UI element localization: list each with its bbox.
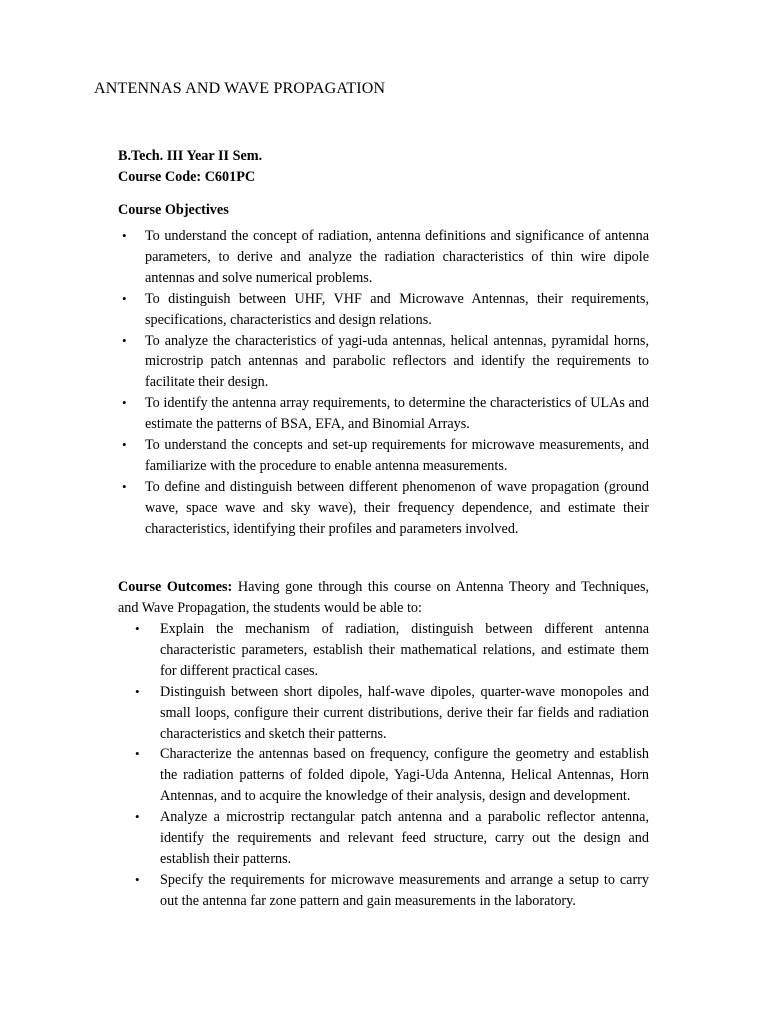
outcome-text: Distinguish between short dipoles, half-wave dipoles, quarter-wave monopoles and small loops, configure their current distributions, derive their far fields and radiation characteristics and sketch their patterns. (160, 683, 649, 742)
bullet-icon: • (135, 871, 140, 887)
objective-text: To identify the antenna array requirements, to determine the characteristics of ULAs and estimate the patterns of BSA, EFA, and Binomial Arrays. (145, 395, 649, 433)
objective-text: To understand the concepts and set-up requirements for microwave measurements, and familiarize with the procedure to enable antenna measurements. (145, 437, 649, 474)
program-line: B.Tech. III Year II Sem. (118, 148, 263, 164)
outcomes-list (135, 619, 649, 912)
course-code: Course Code: C601PC (118, 169, 256, 185)
objective-item (122, 435, 649, 477)
objective-text: To define and distinguish between different phenomenon of wave propagation (ground wave, space wave and sky wave), their frequency dependence, and estimate their characteristics, identifying their profiles and parameters involved. (145, 478, 649, 537)
objective-item (122, 226, 649, 289)
objective-item (122, 393, 649, 435)
bullet-icon: • (122, 290, 127, 306)
objectives-heading: Course Objectives (118, 202, 229, 218)
outcome-text: Characterize the antennas based on frequency, configure the geometry and establish the radiation patterns of folded dipole, Yagi-Uda Antenna, Helical Antennas, Horn Antennas, and to acquire the knowledge of their analysis, design and development. (160, 746, 649, 805)
page-title: ANTENNAS AND WAVE PROPAGATION (94, 80, 386, 97)
outcome-item (135, 744, 649, 807)
bullet-icon: • (122, 478, 127, 494)
objectives-list (122, 226, 649, 540)
bullet-icon: • (135, 809, 140, 825)
bullet-icon: • (122, 228, 127, 243)
objective-text: To distinguish between UHF, VHF and Microwave Antennas, their requirements, specifications, characteristics and design relations. (145, 290, 649, 328)
objective-item (122, 477, 649, 540)
bullet-icon: • (122, 395, 127, 411)
outcome-text: Analyze a microstrip rectangular patch antenna and a parabolic reflector antenna, identify the requirements and relevant feed structure, carry out the design and establish their patterns. (160, 809, 649, 867)
outcome-text: Specify the requirements for microwave measurements and arrange a setup to carry out the antenna far zone pattern and gain measurements in the laboratory. (160, 871, 649, 909)
bullet-icon: • (122, 332, 127, 348)
outcomes-heading: Course Outcomes: (118, 579, 233, 595)
outcome-text: Explain the mechanism of radiation, distinguish between different antenna characteristic parameters, establish their mathematical relations, and estimate them for different practical cases. (160, 621, 649, 679)
objective-item (122, 289, 649, 331)
outcome-item (135, 682, 649, 745)
objective-text: To analyze the characteristics of yagi-uda antennas, helical antennas, pyramidal horns, microstrip patch antennas and parabolic reflectors and identify the requirements to facilitate their design. (145, 332, 649, 391)
objective-item (122, 331, 649, 394)
outcome-item (135, 807, 649, 870)
bullet-icon: • (135, 683, 140, 699)
course-meta (118, 146, 262, 188)
bullet-icon: • (122, 437, 127, 453)
objective-text: To understand the concept of radiation, antenna definitions and significance of antenna parameters, to derive and analyze the radiation characteristics of thin wire dipole antennas and solve numerical problems. (145, 228, 649, 286)
outcome-item (135, 619, 649, 682)
outcomes-intro-text: Having gone through this course on Antenna Theory and Techniques, and Wave Propagation, the students would be able to: (118, 579, 650, 616)
bullet-icon: • (135, 621, 140, 636)
bullet-icon: • (135, 746, 140, 762)
outcome-item (135, 870, 649, 912)
outcomes-intro (118, 577, 649, 619)
